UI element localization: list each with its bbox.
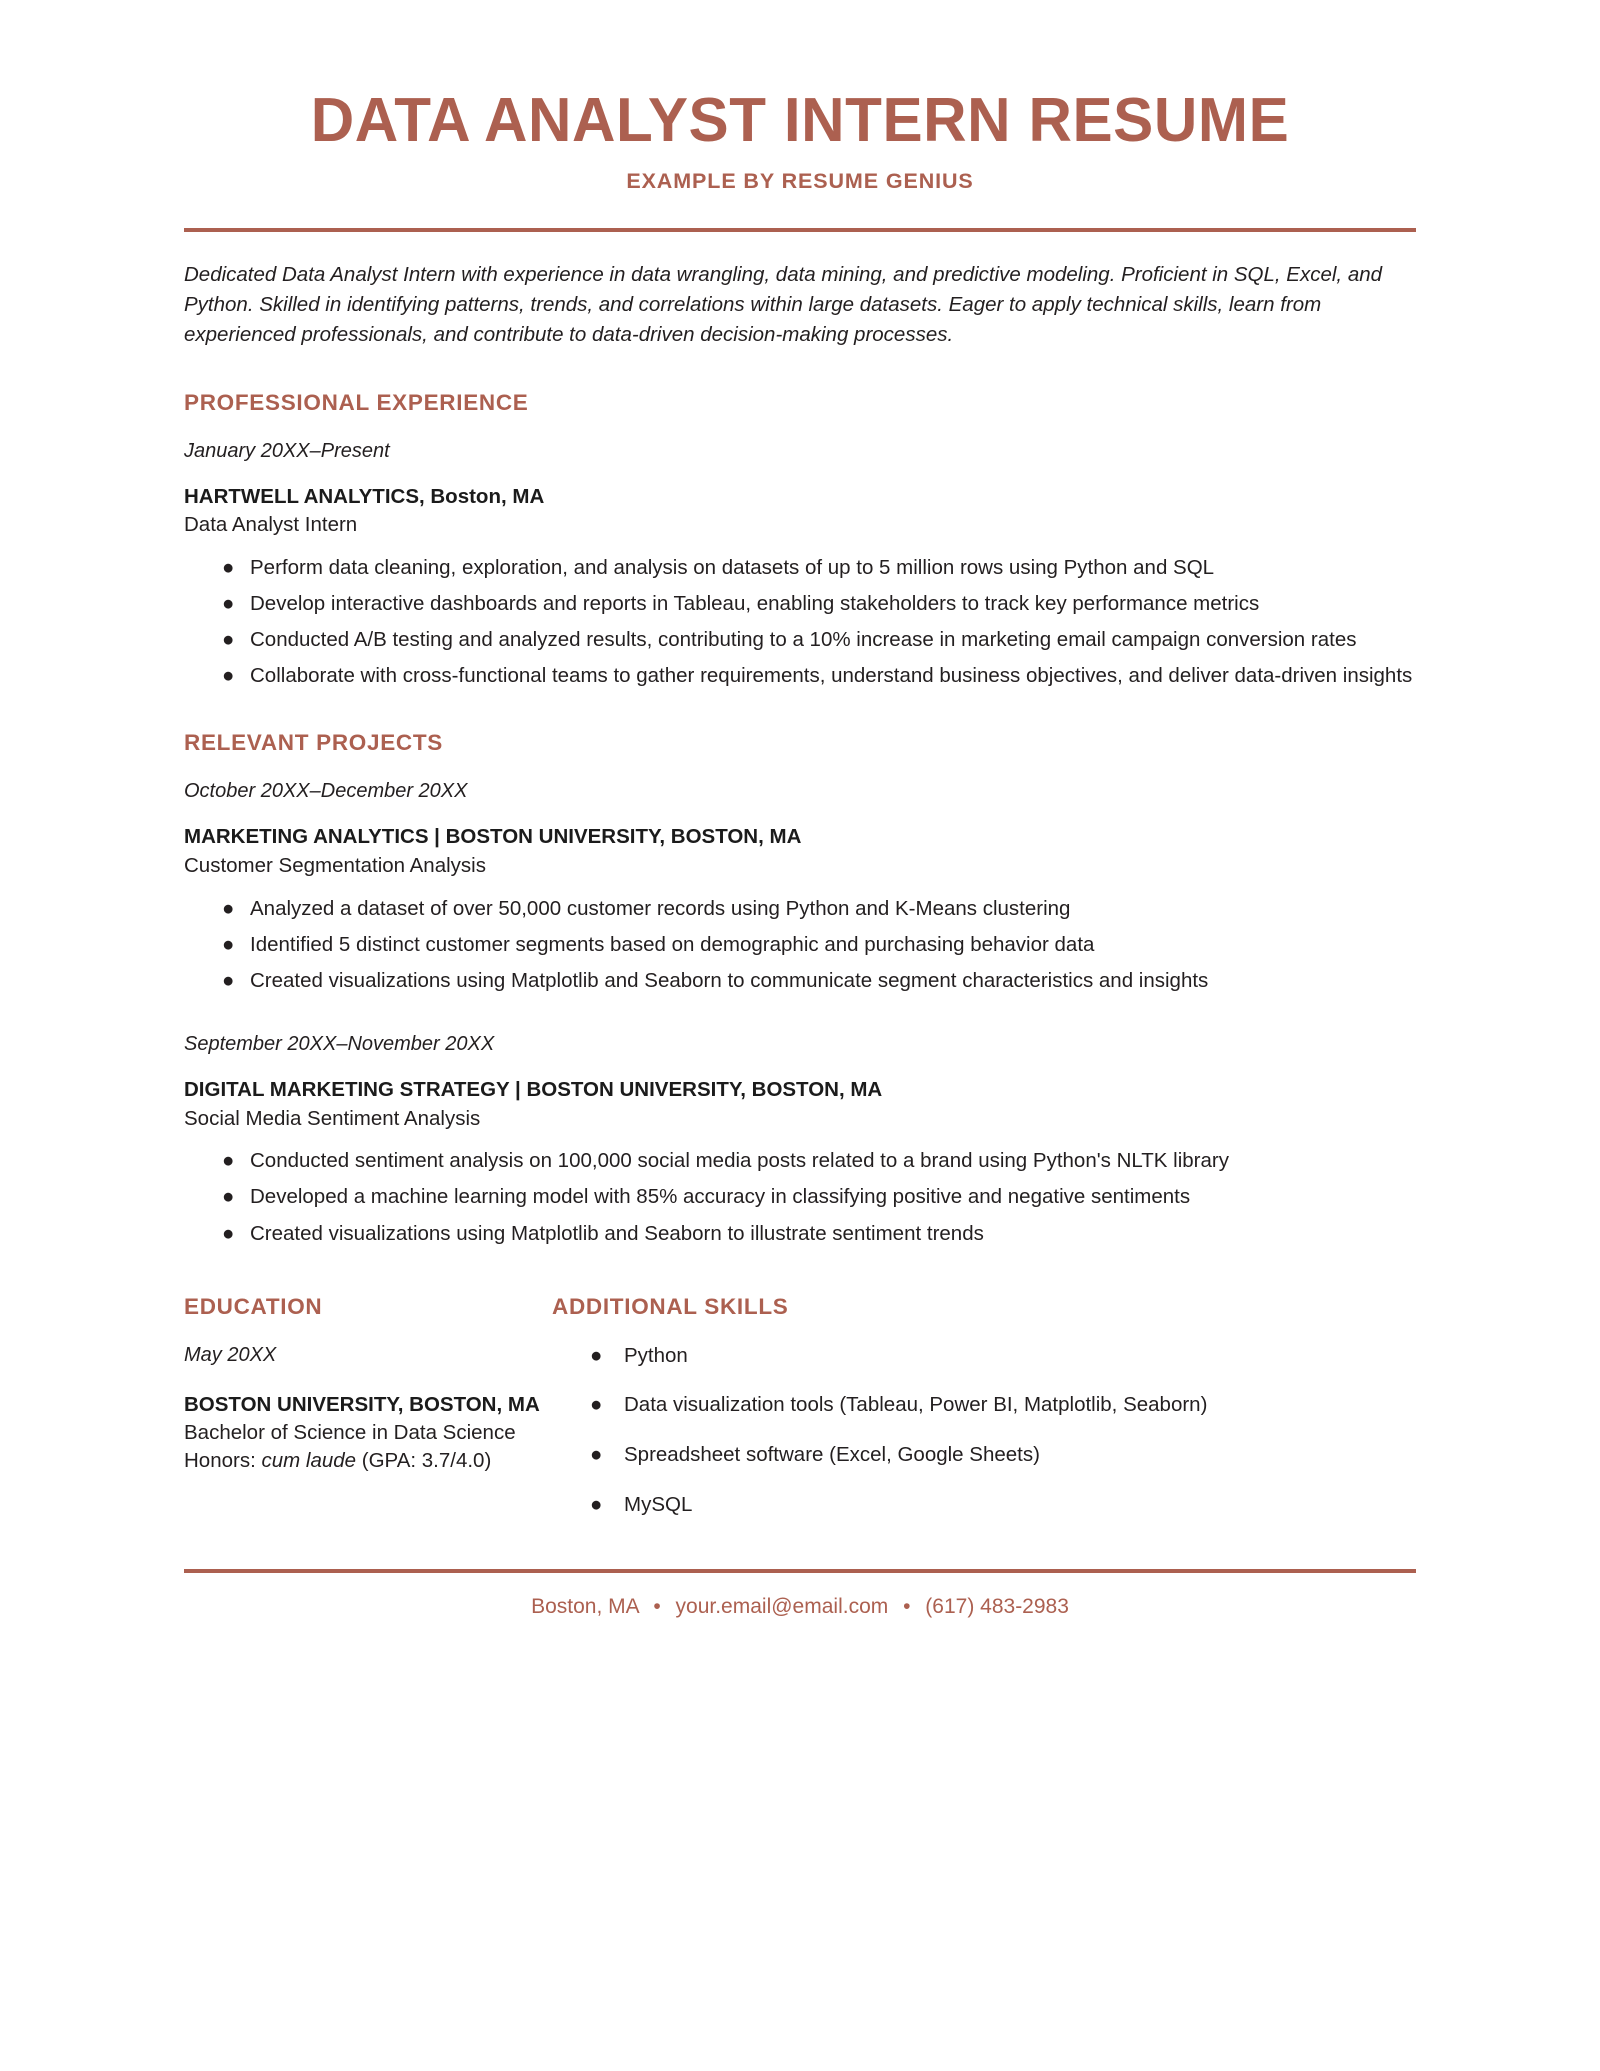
project-date: September 20XX–November 20XX: [184, 1033, 495, 1056]
list-item: [552, 1342, 1416, 1371]
section-relevant-projects: [184, 730, 1416, 1247]
list-item: [184, 1146, 1416, 1175]
project-subtitle: Social Media Sentiment Analysis: [184, 1106, 481, 1130]
education-school: BOSTON UNIVERSITY, BOSTON, MA: [184, 1392, 540, 1416]
bullet-icon: ●: [222, 664, 235, 688]
separator-icon: •: [903, 1595, 911, 1619]
list-item: [184, 625, 1416, 654]
list-item-text: Created visualizations using Matplotlib and Seaborn to communicate segment characteristics and insights: [250, 968, 1209, 992]
list-item-text: Analyzed a dataset of over 50,000 customer records using Python and K-Means clustering: [250, 896, 1071, 920]
project-date: October 20XX–December 20XX: [184, 780, 468, 803]
experience-role: Data Analyst Intern: [184, 513, 358, 537]
list-item: [184, 1182, 1416, 1211]
list-item: [184, 553, 1416, 582]
bullet-icon: ●: [222, 968, 235, 992]
resume-header: [184, 0, 1416, 194]
contact-phone[interactable]: (617) 483-2983: [925, 1595, 1069, 1619]
list-item: [552, 1441, 1416, 1470]
list-item: [184, 966, 1416, 995]
section-education: [184, 1294, 552, 1475]
list-item-text: Collaborate with cross-functional teams to gather requirements, understand business objectives, and deliver data-driven insights: [250, 664, 1413, 688]
contact-email[interactable]: your.email@email.com: [675, 1595, 889, 1619]
skills-list: [552, 1342, 1416, 1520]
section-additional-skills: [552, 1294, 1416, 1520]
header-divider: [184, 228, 1416, 232]
section-heading-experience: PROFESSIONAL EXPERIENCE: [184, 389, 529, 415]
page-title: DATA ANALYST INTERN RESUME: [310, 86, 1290, 155]
professional-summary: Dedicated Data Analyst Intern with experience in data wrangling, data mining, and predictive modeling. Proficient in SQL, Excel, and Python. Skilled in identifying patterns, trends, and correlations within large datasets. Eager to apply technical skills, learn from experienced professionals, and contribute to data-driven decision-making processes.: [184, 262, 1383, 346]
list-item-text: Perform data cleaning, exploration, and analysis on datasets of up to 5 million rows using Python and SQL: [250, 556, 1215, 579]
list-item-text: Develop interactive dashboards and reports in Tableau, enabling stakeholders to track key performance metrics: [250, 592, 1260, 616]
resume-page: [184, 0, 1416, 1621]
bullet-icon: ●: [590, 1492, 603, 1516]
bullet-icon: ●: [222, 592, 235, 616]
contact-location: Boston, MA: [531, 1595, 639, 1619]
education-honors-prefix: Honors:: [184, 1449, 262, 1473]
list-item-text: Conducted sentiment analysis on 100,000 social media posts related to a brand using Python's NLTK library: [250, 1149, 1229, 1173]
project-bullet-list: [184, 1146, 1416, 1247]
list-item: [552, 1491, 1416, 1520]
education-degree: Bachelor of Science in Data Science: [184, 1420, 516, 1444]
education-honors-latin: cum laude: [261, 1449, 357, 1473]
experience-bullet-list: [184, 553, 1416, 690]
section-heading-education: EDUCATION: [184, 1293, 323, 1319]
bullet-icon: ●: [590, 1343, 603, 1367]
bullet-icon: ●: [222, 1149, 235, 1173]
list-item: [184, 894, 1416, 923]
list-item-text: MySQL: [624, 1492, 693, 1516]
experience-entry: [184, 438, 1416, 691]
bullet-icon: ●: [222, 1221, 235, 1245]
experience-date: January 20XX–Present: [184, 439, 390, 462]
separator-icon: •: [653, 1595, 661, 1619]
list-item-text: Identified 5 distinct customer segments based on demographic and purchasing behavior data: [250, 932, 1095, 956]
list-item: [184, 589, 1416, 618]
bullet-icon: ●: [222, 896, 235, 920]
project-bullet-list: [184, 894, 1416, 995]
bullet-icon: ●: [222, 628, 235, 652]
resume-subtitle: EXAMPLE BY RESUME GENIUS: [626, 168, 974, 193]
list-item: [184, 1219, 1416, 1248]
list-item-text: Conducted A/B testing and analyzed results, contributing to a 10% increase in marketing email campaign conversion rates: [250, 628, 1357, 652]
list-item-text: Data visualization tools (Tableau, Power BI, Matplotlib, Seaborn): [624, 1393, 1208, 1417]
bullet-icon: ●: [222, 556, 235, 579]
list-item-text: Spreadsheet software (Excel, Google Sheets): [624, 1443, 1040, 1467]
list-item: [184, 661, 1416, 690]
experience-organization: HARTWELL ANALYTICS, Boston, MA: [184, 484, 545, 508]
bullet-icon: ●: [590, 1443, 603, 1467]
project-organization: MARKETING ANALYTICS | BOSTON UNIVERSITY, BOSTON, MA: [184, 825, 802, 849]
bottom-two-column: [184, 1294, 1416, 1520]
project-entry: [184, 1031, 1416, 1248]
bullet-icon: ●: [590, 1393, 603, 1417]
footer-divider: [184, 1569, 1416, 1573]
bullet-icon: ●: [222, 1185, 235, 1209]
contact-line: [184, 1593, 1416, 1620]
resume-footer: [184, 1569, 1416, 1620]
section-heading-projects: RELEVANT PROJECTS: [184, 730, 444, 756]
education-date: May 20XX: [184, 1343, 277, 1366]
list-item: [552, 1391, 1416, 1420]
section-professional-experience: [184, 390, 1416, 691]
project-organization: DIGITAL MARKETING STRATEGY | BOSTON UNIVERSITY, BOSTON, MA: [184, 1078, 883, 1102]
list-item-text: Python: [624, 1343, 688, 1367]
list-item-text: Developed a machine learning model with 85% accuracy in classifying positive and negative sentiments: [250, 1185, 1191, 1209]
section-heading-skills: ADDITIONAL SKILLS: [552, 1293, 789, 1319]
list-item: [184, 930, 1416, 959]
bullet-icon: ●: [222, 932, 235, 956]
list-item-text: Created visualizations using Matplotlib and Seaborn to illustrate sentiment trends: [250, 1221, 984, 1245]
project-subtitle: Customer Segmentation Analysis: [184, 854, 486, 878]
project-entry: [184, 778, 1416, 995]
education-honors: [184, 1447, 552, 1474]
education-honors-gpa: (GPA: 3.7/4.0): [356, 1449, 492, 1473]
